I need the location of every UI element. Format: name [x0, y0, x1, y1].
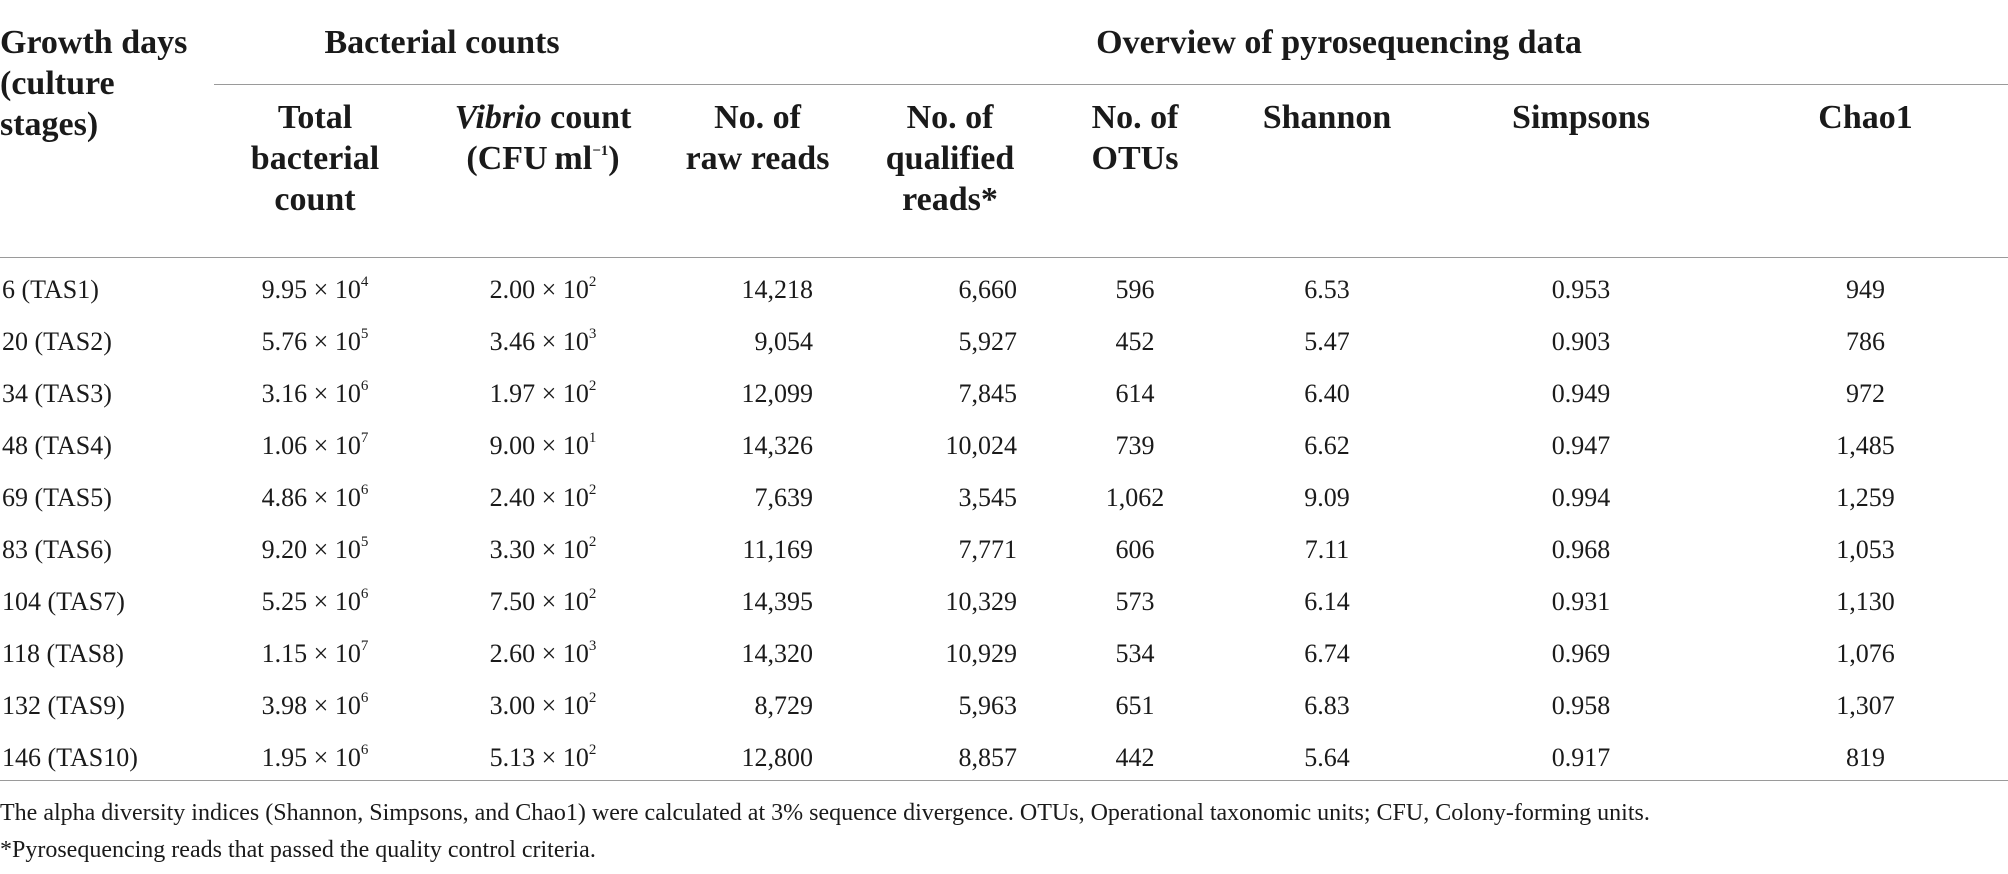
table-row — [0, 732, 2008, 784]
table-row — [0, 316, 2008, 368]
cell-otus: 739 — [1115, 431, 1155, 460]
cell-raw-reads: 14,218 — [741, 275, 814, 304]
cell-chao1: 786 — [1846, 327, 1886, 356]
cell-raw-reads: 8,729 — [754, 691, 814, 720]
cell-vibrio-count-exponent: 2 — [588, 742, 597, 759]
cell-growth-stage: 20 (TAS2) — [2, 327, 112, 356]
cell-otus: 1,062 — [1105, 483, 1165, 512]
pyrosequencing-table — [0, 18, 2008, 784]
cell-vibrio-count — [416, 472, 670, 524]
cell-shannon: 5.47 — [1304, 327, 1350, 356]
header-otus-line1: No. of — [1091, 99, 1179, 136]
cell-raw-reads: 11,169 — [742, 535, 814, 564]
cell-simpsons: 0.953 — [1551, 275, 1611, 304]
cell-chao1: 1,307 — [1836, 691, 1895, 720]
cell-total-count-mantissa: 5.76 × 10 — [261, 327, 361, 356]
cell-vibrio-count — [416, 628, 670, 680]
header-total-line1: Total — [277, 99, 353, 136]
cell-total-count-exponent: 4 — [360, 274, 369, 291]
cell-simpsons: 0.903 — [1551, 327, 1611, 356]
cell-total-count-mantissa: 3.16 × 10 — [261, 379, 361, 408]
header-raw-reads — [670, 85, 845, 258]
cell-vibrio-count-mantissa: 3.30 × 10 — [489, 535, 589, 564]
cell-raw-reads: 12,099 — [741, 379, 814, 408]
header-qualified-reads — [845, 85, 1055, 258]
header-vibrio-rest: count — [541, 99, 632, 136]
cell-total-count-exponent: 6 — [360, 586, 369, 603]
header-qualified-line1: No. of — [906, 99, 994, 136]
cell-shannon: 9.09 — [1304, 483, 1350, 512]
cell-qualified-reads: 10,329 — [945, 587, 1018, 616]
cell-vibrio-count-exponent: 1 — [588, 430, 597, 447]
cell-vibrio-count — [416, 576, 670, 628]
cell-chao1: 819 — [1846, 743, 1886, 772]
cell-growth-stage: 48 (TAS4) — [2, 431, 112, 460]
cell-vibrio-count-mantissa: 9.00 × 10 — [489, 431, 589, 460]
cell-total-count-exponent: 6 — [360, 690, 369, 707]
cell-vibrio-count-exponent: 2 — [588, 274, 597, 291]
cell-vibrio-count-exponent: 3 — [588, 638, 597, 655]
cell-vibrio-count-exponent: 2 — [588, 482, 597, 499]
header-raw-line2: raw reads — [685, 140, 830, 177]
cell-simpsons: 0.958 — [1551, 691, 1611, 720]
cell-shannon: 5.64 — [1304, 743, 1350, 772]
cell-total-count — [214, 472, 416, 524]
cell-total-count — [214, 258, 416, 317]
table-bottom-rule — [0, 780, 2008, 781]
cell-otus: 534 — [1115, 639, 1155, 668]
table-row — [0, 628, 2008, 680]
table-body — [0, 258, 2008, 785]
cell-otus: 596 — [1115, 275, 1155, 304]
cell-total-count — [214, 316, 416, 368]
cell-growth-stage: 118 (TAS8) — [2, 639, 124, 668]
cell-otus: 606 — [1115, 535, 1155, 564]
header-otus-line2: OTUs — [1091, 140, 1179, 177]
cell-chao1: 1,053 — [1836, 535, 1895, 564]
cell-qualified-reads: 8,857 — [958, 743, 1018, 772]
cell-vibrio-count-mantissa: 7.50 × 10 — [489, 587, 589, 616]
cell-vibrio-count-mantissa: 3.00 × 10 — [489, 691, 589, 720]
header-raw-line1: No. of — [714, 99, 801, 136]
cell-qualified-reads: 10,929 — [945, 639, 1018, 668]
cell-shannon: 6.14 — [1304, 587, 1350, 616]
cell-total-count-exponent: 6 — [360, 742, 369, 759]
cell-qualified-reads: 3,545 — [958, 483, 1018, 512]
cell-shannon: 6.83 — [1304, 691, 1350, 720]
table-row — [0, 368, 2008, 420]
cell-chao1: 972 — [1846, 379, 1886, 408]
cell-vibrio-count — [416, 524, 670, 576]
header-simpsons: Simpsons — [1439, 85, 1723, 258]
cell-shannon: 6.74 — [1304, 639, 1350, 668]
cell-shannon: 6.40 — [1304, 379, 1350, 408]
cell-raw-reads: 7,639 — [754, 483, 814, 512]
cell-qualified-reads: 10,024 — [945, 431, 1018, 460]
cell-vibrio-count-exponent: 2 — [588, 534, 597, 551]
cell-qualified-reads: 7,771 — [958, 535, 1018, 564]
cell-vibrio-count-mantissa: 1.97 × 10 — [489, 379, 589, 408]
cell-qualified-reads: 7,845 — [958, 379, 1018, 408]
footnote-abbreviations: The alpha diversity indices (Shannon, Simpsons, and Chao1) were calculated at 3% sequence divergence. OTUs, Operational taxonomic units; CFU, Colony-forming units. — [0, 800, 1650, 826]
cell-total-count-exponent: 7 — [360, 638, 369, 655]
cell-total-count-exponent: 7 — [360, 430, 369, 447]
cell-chao1: 1,076 — [1836, 639, 1895, 668]
header-total-line2: bacterial — [250, 140, 380, 177]
cell-vibrio-count-mantissa: 3.46 × 10 — [489, 327, 589, 356]
cell-vibrio-count-mantissa: 5.13 × 10 — [489, 743, 589, 772]
cell-total-count — [214, 420, 416, 472]
header-growth-days-line2: (culture — [0, 65, 115, 102]
header-bacterial-counts: Bacterial counts — [324, 24, 560, 61]
cell-shannon: 7.11 — [1304, 535, 1350, 564]
cell-shannon: 6.62 — [1304, 431, 1350, 460]
header-growth-days — [0, 18, 214, 258]
cell-total-count-mantissa: 5.25 × 10 — [261, 587, 361, 616]
table-row — [0, 680, 2008, 732]
cell-qualified-reads: 6,660 — [958, 275, 1018, 304]
cell-qualified-reads: 5,963 — [958, 691, 1018, 720]
cell-simpsons: 0.969 — [1551, 639, 1611, 668]
header-otus — [1055, 85, 1215, 258]
cell-chao1: 949 — [1846, 275, 1886, 304]
cell-total-count-mantissa: 1.06 × 10 — [261, 431, 361, 460]
table-row — [0, 258, 2008, 317]
cell-vibrio-count-exponent: 3 — [588, 326, 597, 343]
header-total-line3: count — [274, 181, 356, 218]
footnote-qualified-reads: *Pyrosequencing reads that passed the quality control criteria. — [0, 837, 596, 863]
cell-total-count-mantissa: 4.86 × 10 — [261, 483, 361, 512]
cell-total-count-exponent: 6 — [360, 482, 369, 499]
cell-growth-stage: 132 (TAS9) — [2, 691, 125, 720]
cell-otus: 614 — [1115, 379, 1155, 408]
cell-raw-reads: 9,054 — [754, 327, 814, 356]
cell-otus: 651 — [1115, 691, 1155, 720]
cell-vibrio-count-exponent: 2 — [588, 586, 597, 603]
cell-total-count-mantissa: 3.98 × 10 — [261, 691, 361, 720]
header-vibrio-unit-pre: (CFU ml — [466, 140, 593, 177]
cell-growth-stage: 83 (TAS6) — [2, 535, 112, 564]
cell-simpsons: 0.917 — [1551, 743, 1611, 772]
cell-vibrio-count-exponent: 2 — [588, 378, 597, 395]
cell-total-count — [214, 524, 416, 576]
cell-chao1: 1,259 — [1836, 483, 1895, 512]
table-row — [0, 420, 2008, 472]
table-row — [0, 524, 2008, 576]
cell-total-count-exponent: 5 — [360, 534, 369, 551]
cell-growth-stage: 146 (TAS10) — [2, 743, 138, 772]
cell-simpsons: 0.968 — [1551, 535, 1611, 564]
cell-vibrio-count-mantissa: 2.60 × 10 — [489, 639, 589, 668]
cell-shannon: 6.53 — [1304, 275, 1350, 304]
cell-chao1: 1,130 — [1836, 587, 1895, 616]
header-vibrio-italic: Vibrio — [454, 99, 542, 136]
header-growth-days-line1: Growth days — [0, 24, 188, 61]
header-total-bacterial-count — [214, 85, 416, 258]
header-vibrio-line1 — [416, 97, 670, 138]
cell-growth-stage: 69 (TAS5) — [2, 483, 112, 512]
header-qualified-line3: reads* — [902, 181, 998, 218]
cell-raw-reads: 12,800 — [741, 743, 814, 772]
cell-vibrio-count — [416, 316, 670, 368]
cell-total-count — [214, 368, 416, 420]
cell-vibrio-count-mantissa: 2.00 × 10 — [489, 275, 589, 304]
cell-otus: 442 — [1115, 743, 1155, 772]
cell-total-count-exponent: 5 — [360, 326, 369, 343]
cell-otus: 452 — [1115, 327, 1155, 356]
table-row — [0, 472, 2008, 524]
cell-growth-stage: 34 (TAS3) — [2, 379, 112, 408]
header-chao1: Chao1 — [1723, 85, 2008, 258]
header-vibrio-unit — [416, 138, 670, 179]
cell-total-count-mantissa: 1.15 × 10 — [261, 639, 361, 668]
cell-total-count — [214, 628, 416, 680]
cell-raw-reads: 14,320 — [741, 639, 814, 668]
cell-total-count-mantissa: 9.20 × 10 — [261, 535, 361, 564]
header-vibrio-count — [416, 85, 670, 258]
header-vibrio-unit-post: ) — [608, 140, 620, 177]
header-pyrosequencing-overview: Overview of pyrosequencing data — [1096, 24, 1582, 61]
cell-total-count — [214, 732, 416, 784]
cell-vibrio-count — [416, 732, 670, 784]
cell-vibrio-count — [416, 680, 670, 732]
cell-simpsons: 0.949 — [1551, 379, 1611, 408]
cell-raw-reads: 14,326 — [741, 431, 814, 460]
table-row — [0, 576, 2008, 628]
header-shannon: Shannon — [1215, 85, 1439, 258]
cell-growth-stage: 6 (TAS1) — [2, 275, 99, 304]
cell-total-count-mantissa: 9.95 × 10 — [261, 275, 361, 304]
cell-total-count-exponent: 6 — [360, 378, 369, 395]
cell-total-count-mantissa: 1.95 × 10 — [261, 743, 361, 772]
cell-vibrio-count-mantissa: 2.40 × 10 — [489, 483, 589, 512]
cell-vibrio-count — [416, 368, 670, 420]
cell-otus: 573 — [1115, 587, 1155, 616]
header-qualified-line2: qualified — [885, 140, 1015, 177]
cell-simpsons: 0.994 — [1551, 483, 1611, 512]
cell-simpsons: 0.931 — [1551, 587, 1611, 616]
cell-raw-reads: 14,395 — [741, 587, 814, 616]
cell-growth-stage: 104 (TAS7) — [2, 587, 125, 616]
cell-vibrio-count-exponent: 2 — [588, 690, 597, 707]
cell-vibrio-count — [416, 258, 670, 317]
cell-vibrio-count — [416, 420, 670, 472]
header-growth-days-line3: stages) — [0, 106, 99, 143]
cell-chao1: 1,485 — [1836, 431, 1895, 460]
cell-qualified-reads: 5,927 — [958, 327, 1018, 356]
header-vibrio-unit-exp: −1 — [592, 142, 609, 159]
cell-total-count — [214, 680, 416, 732]
cell-simpsons: 0.947 — [1551, 431, 1611, 460]
cell-total-count — [214, 576, 416, 628]
